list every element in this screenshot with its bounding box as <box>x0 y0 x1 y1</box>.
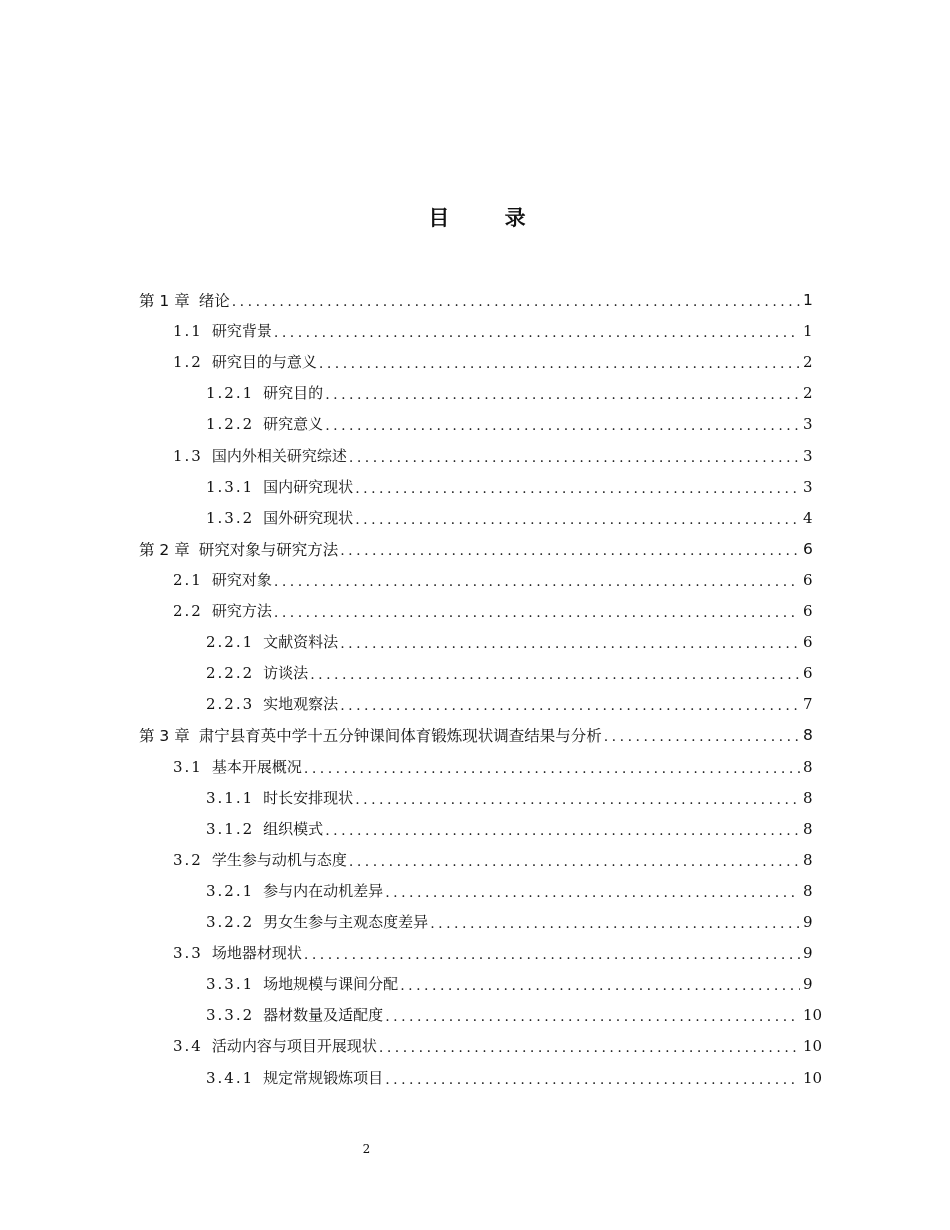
toc-entry-page: 6 <box>803 539 813 558</box>
toc-entry-page: 3 <box>803 446 813 465</box>
toc-entry-page: 3 <box>803 477 813 496</box>
toc-leader-dots <box>232 292 800 312</box>
toc-entry-title: 场地器材现状 <box>211 944 302 962</box>
toc-leader-dots <box>310 665 800 685</box>
toc-leader-dots <box>379 1038 800 1058</box>
toc-entry[interactable] <box>206 782 811 813</box>
toc-entry-title: 男女生参与主观态度差异 <box>263 913 429 931</box>
toc-entry-title: 国内研究现状 <box>263 478 354 496</box>
toc-entry-number: 第 3 章 <box>139 726 190 745</box>
toc-entry-page: 9 <box>803 943 813 962</box>
toc-entry[interactable] <box>206 999 823 1030</box>
toc-leader-dots <box>385 883 800 903</box>
toc-entry-number: 第 1 章 <box>139 291 190 310</box>
toc-leader-dots <box>340 696 800 716</box>
toc-entry-page: 2 <box>803 383 813 402</box>
toc-entry-number: 1.1 <box>173 321 203 340</box>
toc-entry-title: 研究方法 <box>211 602 272 620</box>
toc-entry[interactable] <box>173 440 811 471</box>
toc-entry[interactable] <box>173 844 811 875</box>
toc-entry-title: 研究目的与意义 <box>211 353 317 371</box>
toc-entry-title: 研究目的 <box>263 384 324 402</box>
toc-entry-number: 1.3.2 <box>206 508 255 527</box>
toc-entry[interactable] <box>139 284 811 315</box>
toc-entry[interactable] <box>206 688 811 719</box>
toc-entry-number: 3.2.1 <box>206 881 255 900</box>
toc-entry[interactable] <box>139 533 811 564</box>
toc-entry-page: 6 <box>803 570 813 589</box>
toc-entry[interactable] <box>173 937 811 968</box>
toc-entry-number: 3.1 <box>173 757 203 776</box>
toc-entry-number: 1.2 <box>173 352 203 371</box>
toc-entry[interactable] <box>173 346 811 377</box>
toc-entry-number: 3.3 <box>173 943 203 962</box>
toc-leader-dots <box>430 914 800 934</box>
toc-entry-number: 3.3.2 <box>206 1005 255 1024</box>
toc-entry-page: 10 <box>803 1005 823 1024</box>
toc-leader-dots <box>385 1070 800 1090</box>
toc-entry[interactable] <box>206 657 811 688</box>
toc-entry-number: 3.2.2 <box>206 912 255 931</box>
toc-entry[interactable] <box>206 626 811 657</box>
toc-entry-page: 6 <box>803 601 813 620</box>
toc-entry-number: 2.2.1 <box>206 632 255 651</box>
toc-entry-page: 10 <box>803 1036 823 1055</box>
toc-entry[interactable] <box>173 751 811 782</box>
toc-entry[interactable] <box>206 813 811 844</box>
toc-leader-dots <box>304 945 800 965</box>
toc-leader-dots <box>355 790 800 810</box>
toc-entry-page: 8 <box>803 850 813 869</box>
toc-entry-title: 器材数量及适配度 <box>263 1006 384 1024</box>
toc-entry[interactable] <box>173 315 811 346</box>
toc-entry-page: 8 <box>803 725 813 744</box>
toc-entry-number: 1.3.1 <box>206 477 255 496</box>
toc-entry-page: 10 <box>803 1068 823 1087</box>
toc-entry[interactable] <box>206 502 811 533</box>
toc-entry[interactable] <box>206 1062 823 1093</box>
toc-entry-title: 访谈法 <box>263 664 309 682</box>
toc-entry-page: 7 <box>803 694 813 713</box>
toc-entry-number: 2.2 <box>173 601 203 620</box>
toc-entry-page: 1 <box>803 290 813 309</box>
toc-entry-number: 2.2.2 <box>206 663 255 682</box>
toc-leader-dots <box>385 1007 800 1027</box>
toc-leader-dots <box>349 852 800 872</box>
toc-entry[interactable] <box>139 719 811 750</box>
toc-entry-number: 3.1.1 <box>206 788 255 807</box>
toc-entry-number: 1.3 <box>173 446 203 465</box>
page-title: 目 录 <box>428 206 550 230</box>
toc-entry-title: 活动内容与项目开展现状 <box>211 1037 377 1055</box>
toc-leader-dots <box>274 603 800 623</box>
toc-leader-dots <box>340 541 800 561</box>
toc-entry-page: 8 <box>803 881 813 900</box>
toc-entry-title: 参与内在动机差异 <box>263 882 384 900</box>
toc-entry-page: 2 <box>803 352 813 371</box>
toc-entry-page: 1 <box>803 321 813 340</box>
toc-entry[interactable] <box>173 1030 823 1061</box>
toc-leader-dots <box>274 323 800 343</box>
toc-entry[interactable] <box>206 377 811 408</box>
toc-entry-number: 3.3.1 <box>206 974 255 993</box>
toc-leader-dots <box>319 354 800 374</box>
toc-entry-title: 研究意义 <box>263 415 324 433</box>
toc-entry-title: 规定常规锻炼项目 <box>263 1069 384 1087</box>
toc-entry-number: 3.4 <box>173 1036 203 1055</box>
toc-entry-number: 2.1 <box>173 570 203 589</box>
toc-entry-title: 研究对象与研究方法 <box>198 540 339 559</box>
toc-entry-title: 场地规模与课间分配 <box>263 975 399 993</box>
toc-entry-page: 4 <box>803 508 813 527</box>
toc-entry-title: 研究背景 <box>211 322 272 340</box>
toc-entry-title: 研究对象 <box>211 571 272 589</box>
toc-leader-dots <box>604 727 800 747</box>
toc-entry-page: 8 <box>803 788 813 807</box>
toc-entry-page: 9 <box>803 912 813 931</box>
toc-entry-title: 基本开展概况 <box>211 758 302 776</box>
toc-entry-title: 肃宁县育英中学十五分钟课间体育锻炼现状调查结果与分析 <box>198 726 602 745</box>
toc-entry-page: 6 <box>803 663 813 682</box>
toc-entry-page: 3 <box>803 414 813 433</box>
toc-entry-number: 3.4.1 <box>206 1068 255 1087</box>
toc-entry-number: 第 2 章 <box>139 540 190 559</box>
toc-entry-title: 实地观察法 <box>263 695 339 713</box>
toc-leader-dots <box>325 821 800 841</box>
toc-entry-title: 国内外相关研究综述 <box>211 447 347 465</box>
toc-entry[interactable] <box>206 875 811 906</box>
toc-entry-number: 3.2 <box>173 850 203 869</box>
toc-entry-page: 6 <box>803 632 813 651</box>
toc-leader-dots <box>340 634 800 654</box>
toc-leader-dots <box>325 385 800 405</box>
toc-entry[interactable] <box>173 564 811 595</box>
toc-entry-page: 8 <box>803 757 813 776</box>
toc-leader-dots <box>274 572 800 592</box>
toc-entry[interactable] <box>206 906 811 937</box>
toc-entry-title: 时长安排现状 <box>263 789 354 807</box>
toc-leader-dots <box>355 479 800 499</box>
toc-entry-number: 2.2.3 <box>206 694 255 713</box>
toc-entry[interactable] <box>206 471 811 502</box>
toc-entry[interactable] <box>206 968 811 999</box>
toc-entry-title: 绪论 <box>198 291 230 310</box>
toc-entry-page: 8 <box>803 819 813 838</box>
toc-leader-dots <box>349 448 800 468</box>
toc-entry-number: 1.2.1 <box>206 383 255 402</box>
toc-entry-title: 组织模式 <box>263 820 324 838</box>
toc-leader-dots <box>355 510 800 530</box>
toc-entry-title: 国外研究现状 <box>263 509 354 527</box>
page-number: 2 <box>362 1142 371 1156</box>
toc-leader-dots <box>400 976 800 996</box>
toc-entry-number: 1.2.2 <box>206 414 255 433</box>
toc-entry-number: 3.1.2 <box>206 819 255 838</box>
toc-entry-title: 学生参与动机与态度 <box>211 851 347 869</box>
toc-entry[interactable] <box>173 595 811 626</box>
toc-leader-dots <box>304 759 800 779</box>
toc-entry-title: 文献资料法 <box>263 633 339 651</box>
toc-entry-page: 9 <box>803 974 813 993</box>
toc-entry[interactable] <box>206 408 811 439</box>
toc-leader-dots <box>325 416 800 436</box>
